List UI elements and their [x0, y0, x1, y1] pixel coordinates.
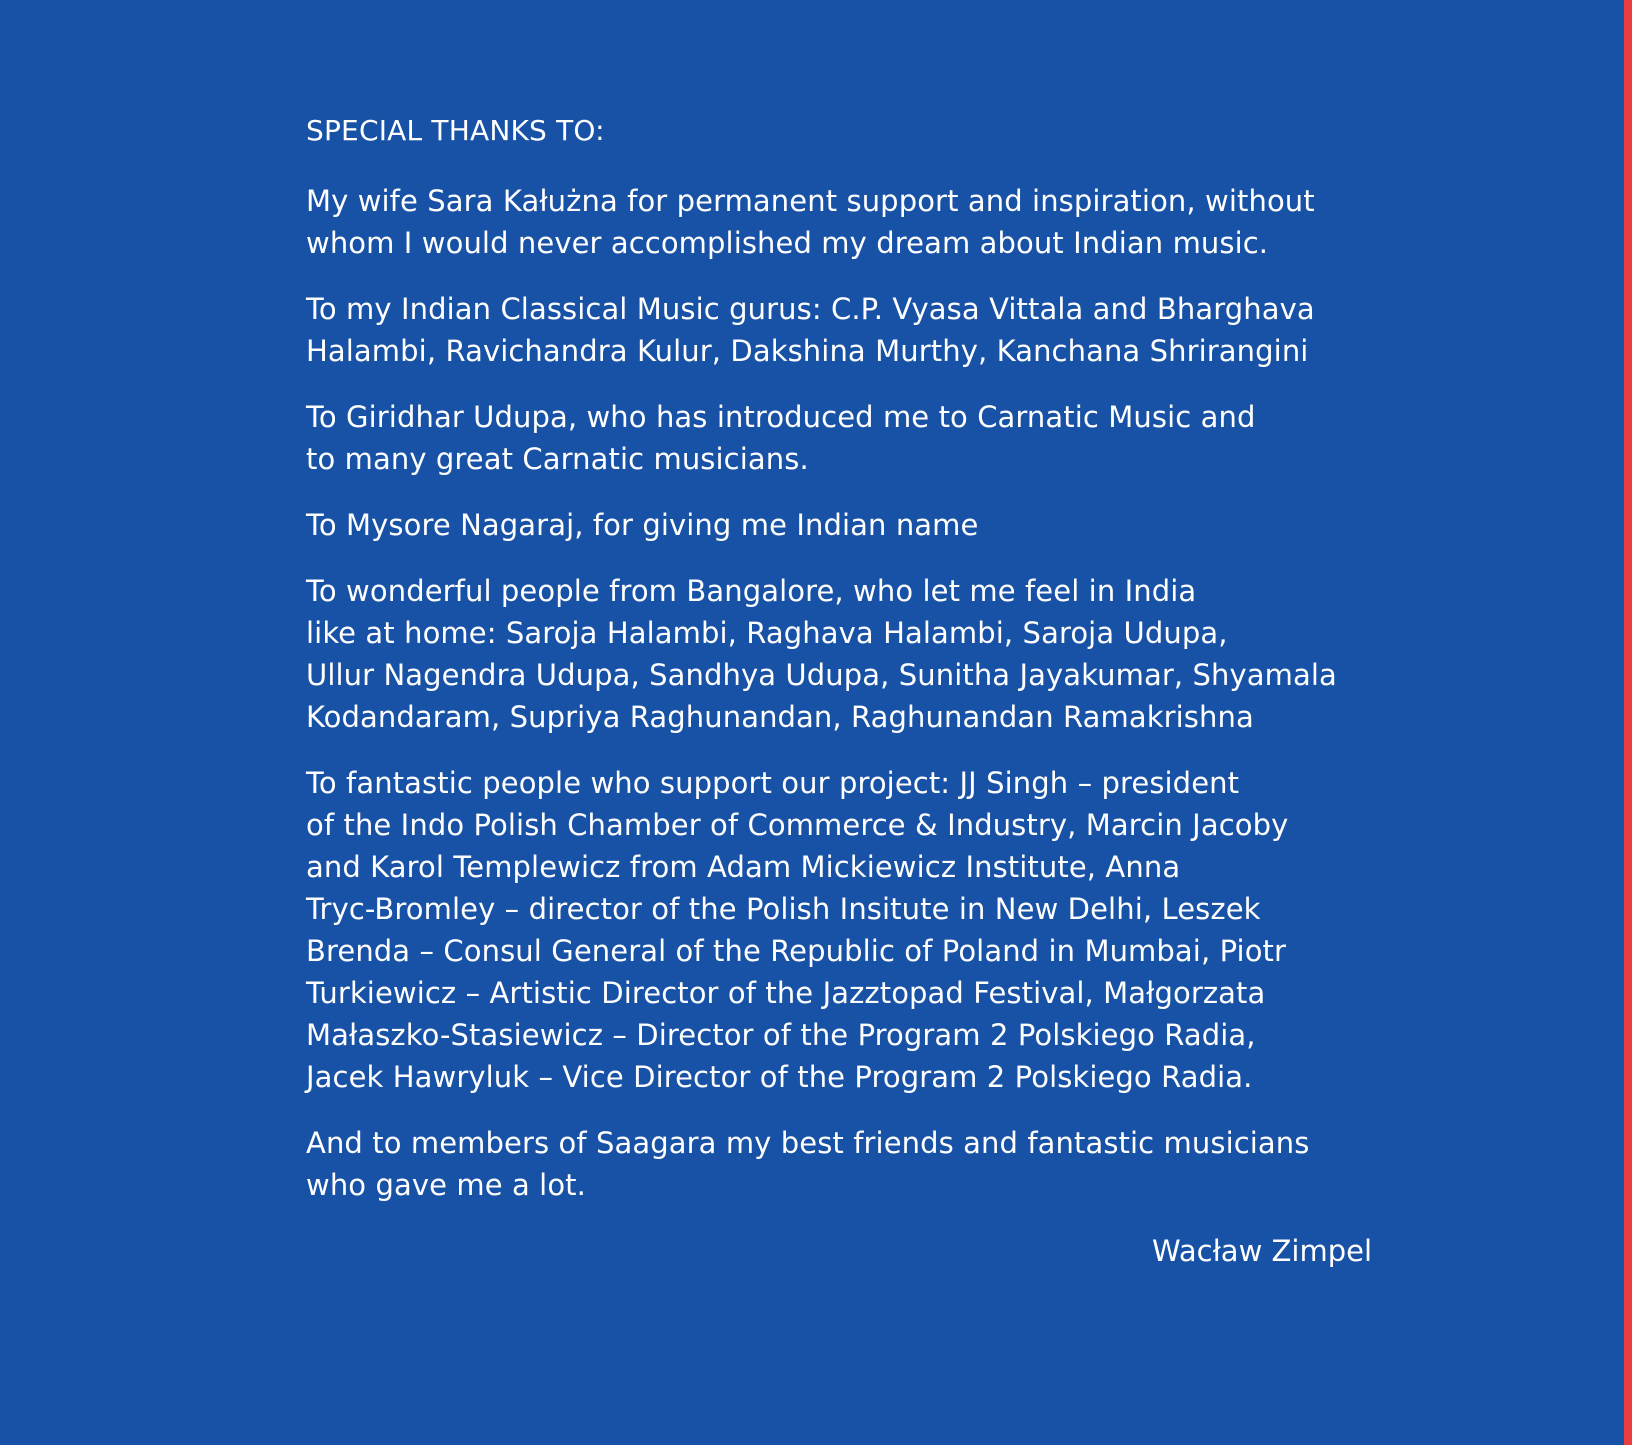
page-edge-strip [1624, 0, 1632, 1445]
paragraph-line: To wonderful people from Bangalore, who let me feel in India [306, 574, 1197, 608]
paragraph-line: My wife Sara Kałużna for permanent support and inspiration, without [306, 184, 1315, 218]
paragraph-line: Ullur Nagendra Udupa, Sandhya Udupa, Sunitha Jayakumar, Shyamala [306, 658, 1337, 692]
paragraph-line: Jacek Hawryluk – Vice Director of the Program 2 Polskiego Radia. [306, 1060, 1253, 1094]
paragraph-line: To my Indian Classical Music gurus: C.P. Vyasa Vittala and Bharghava [306, 292, 1315, 326]
paragraph-line: whom I would never accomplished my dream about Indian music. [306, 226, 1269, 260]
paragraph-line: like at home: Saroja Halambi, Raghava Halambi, Saroja Udupa, [306, 616, 1228, 650]
paragraph-line: and Karol Templewicz from Adam Mickiewicz Institute, Anna [306, 850, 1181, 884]
thanks-paragraph-saagara [306, 1122, 1372, 1206]
thanks-paragraph-gurus [306, 288, 1372, 372]
paragraph-line: Kodandaram, Supriya Raghunandan, Raghunandan Ramakrishna [306, 700, 1254, 734]
paragraph-line: to many great Carnatic musicians. [306, 442, 809, 476]
paragraph-line: Turkiewicz – Artistic Director of the Jazztopad Festival, Małgorzata [306, 976, 1266, 1010]
special-thanks-heading: SPECIAL THANKS TO: [306, 114, 605, 147]
signature: Wacław Zimpel [1152, 1234, 1372, 1268]
paragraph-line: And to members of Saagara my best friends and fantastic musicians [306, 1126, 1310, 1160]
paragraph-line: Tryc-Bromley – director of the Polish Insitute in New Delhi, Leszek [306, 892, 1261, 926]
thanks-paragraph-mysore-nagaraj [306, 504, 1372, 546]
acknowledgements-page [306, 110, 1372, 1272]
thanks-paragraph-project-supporters [306, 762, 1372, 1098]
paragraph-line: Małaszko-Stasiewicz – Director of the Program 2 Polskiego Radia, [306, 1018, 1256, 1052]
thanks-paragraph-giridhar-udupa [306, 396, 1372, 480]
thanks-paragraph-bangalore [306, 570, 1372, 738]
paragraph-line: To fantastic people who support our project: JJ Singh – president [306, 766, 1240, 800]
paragraph-line: To Mysore Nagaraj, for giving me Indian name [306, 508, 979, 542]
paragraph-line: Brenda – Consul General of the Republic of Poland in Mumbai, Piotr [306, 934, 1287, 968]
thanks-paragraph-wife [306, 180, 1372, 264]
paragraph-line: Halambi, Ravichandra Kulur, Dakshina Murthy, Kanchana Shrirangini [306, 334, 1309, 368]
paragraph-line: who gave me a lot. [306, 1168, 586, 1202]
paragraph-line: To Giridhar Udupa, who has introduced me to Carnatic Music and [306, 400, 1256, 434]
paragraph-line: of the Indo Polish Chamber of Commerce & Industry, Marcin Jacoby [306, 808, 1289, 842]
